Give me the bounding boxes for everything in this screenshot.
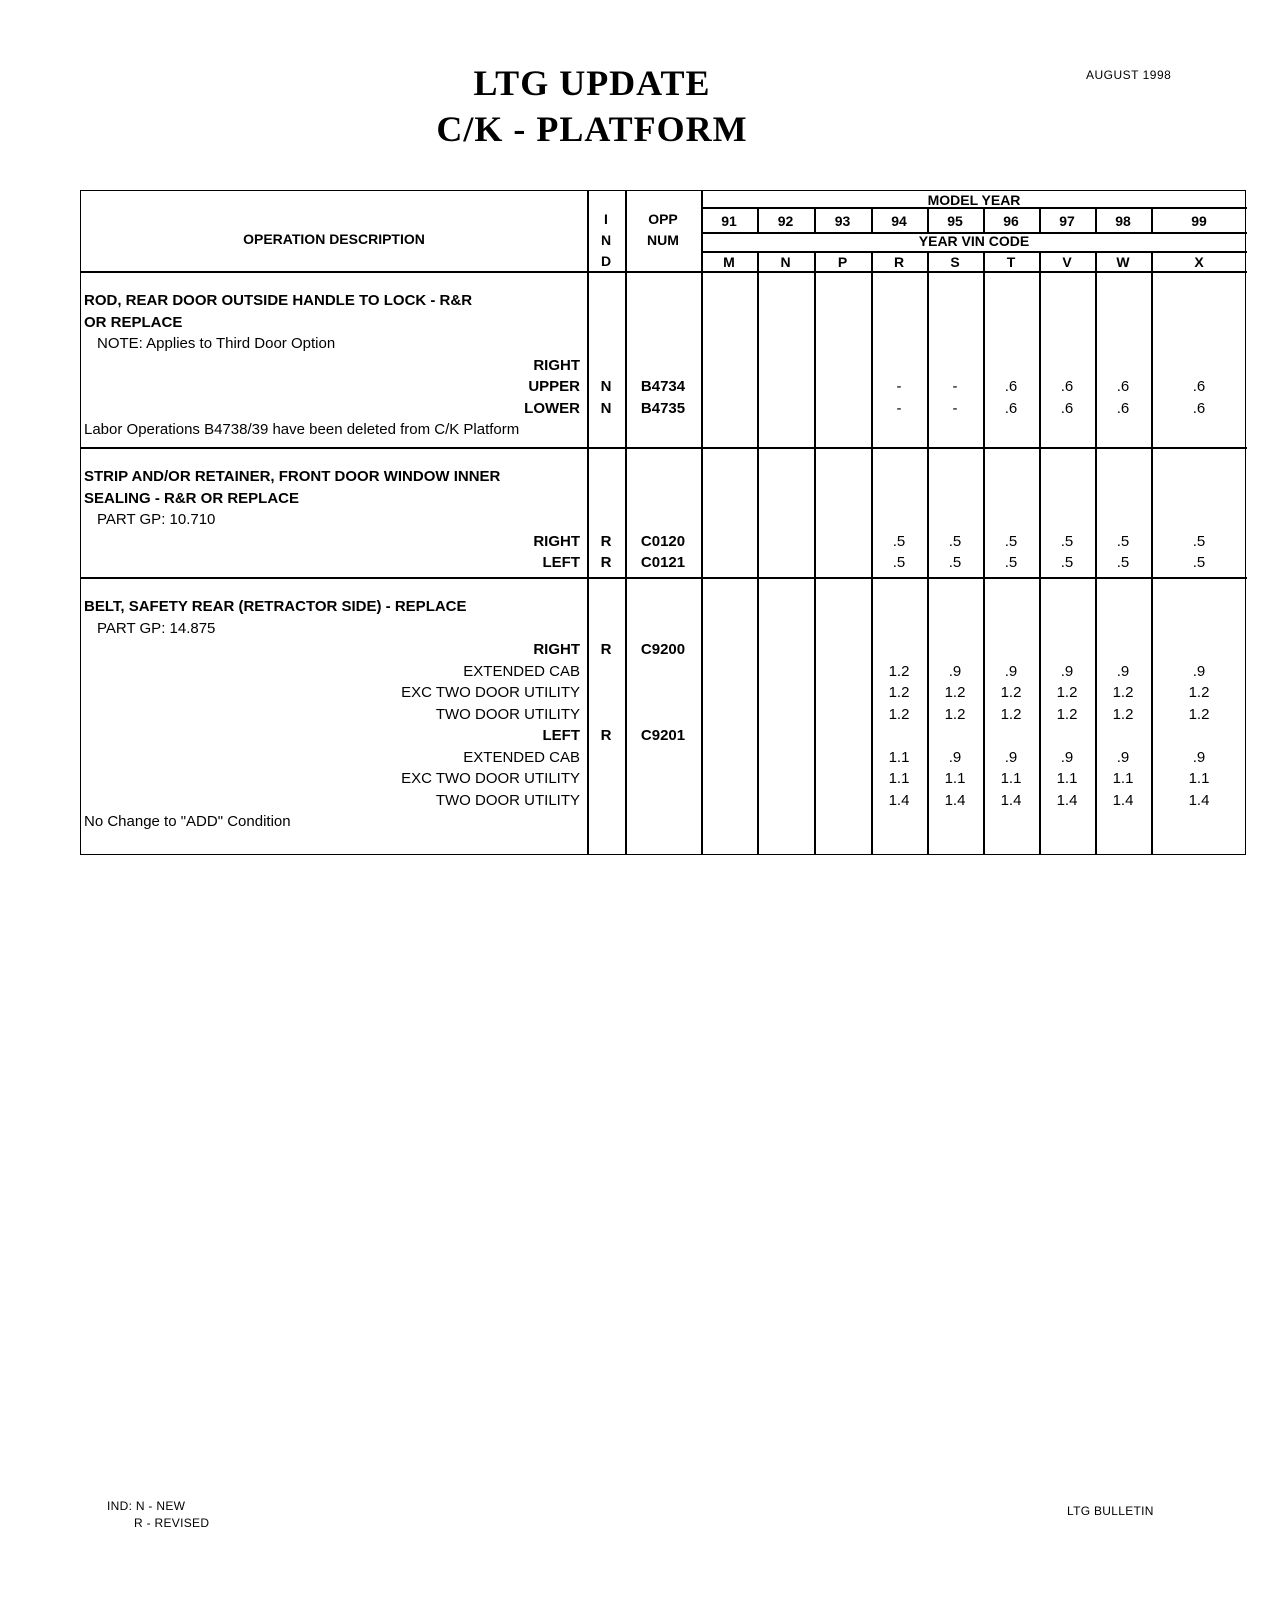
row-value: .5	[948, 532, 962, 550]
section-note: PART GP: 10.710	[97, 511, 216, 528]
ind-header-letter: D	[600, 253, 612, 269]
row-value: 1.2	[1188, 684, 1210, 701]
ind-header-letter: I	[604, 211, 608, 227]
row-value: .5	[892, 532, 906, 550]
section-note: NOTE: Applies to Third Door Option	[97, 335, 336, 352]
row-value: 1.2	[1056, 684, 1078, 701]
row-value: .6	[1116, 399, 1130, 417]
legend-line-2: R - REVISED	[134, 1516, 210, 1530]
row-value: 1.1	[1188, 770, 1210, 787]
hline-vin	[701, 251, 1247, 253]
hline-section-1	[81, 447, 1247, 449]
section-footer-note: No Change to "ADD" Condition	[84, 813, 291, 830]
vin-code-header: M	[723, 254, 735, 270]
row-label: EXC TWO DOOR UTILITY	[401, 770, 580, 787]
hline-section-0	[81, 271, 1247, 273]
row-opp-num: C0121	[640, 554, 686, 571]
row-value: 1.1	[1000, 770, 1022, 787]
row-value: 1.4	[1188, 791, 1210, 809]
row-value: .6	[1004, 378, 1018, 395]
row-opp-num: C9201	[640, 727, 686, 744]
row-value: .5	[1004, 554, 1018, 571]
section-title: STRIP AND/OR RETAINER, FRONT DOOR WINDOW INNER	[84, 468, 501, 485]
row-label: LOWER	[524, 399, 580, 417]
row-value: .9	[948, 662, 962, 680]
row-value: .5	[1116, 554, 1130, 571]
row-value: .9	[1116, 662, 1130, 680]
row-value: .6	[1004, 399, 1018, 417]
row-value: -	[896, 399, 902, 417]
vin-code-header: T	[1006, 254, 1016, 270]
row-value: .6	[1116, 378, 1130, 395]
row-label: LEFT	[542, 727, 580, 744]
row-opp-num: C0120	[640, 532, 686, 550]
row-value: 1.2	[944, 684, 966, 701]
row-value: 1.2	[1056, 705, 1078, 723]
row-ind: R	[600, 532, 612, 550]
page-title-line2: C/K - PLATFORM	[436, 109, 748, 149]
bulletin-label: LTG BULLETIN	[1067, 1504, 1154, 1518]
opp-num-header: OPP	[648, 211, 678, 227]
operation-description-header: OPERATION DESCRIPTION	[243, 231, 425, 247]
row-opp-num: B4735	[640, 399, 686, 417]
vline-col-0	[587, 191, 589, 854]
row-value: .9	[948, 748, 962, 766]
row-value: -	[952, 399, 958, 417]
year-vin-code-header: YEAR VIN CODE	[918, 233, 1030, 249]
row-value: 1.4	[1000, 791, 1022, 809]
row-value: 1.1	[1112, 770, 1134, 787]
row-label: TWO DOOR UTILITY	[435, 705, 580, 723]
row-label: LEFT	[542, 554, 580, 571]
row-value: .5	[1192, 554, 1206, 571]
vline-col-1	[625, 191, 627, 854]
row-value: .5	[1004, 532, 1018, 550]
row-value: .9	[1192, 748, 1206, 766]
year-header: 96	[1003, 213, 1019, 229]
section-title: SEALING - R&R OR REPLACE	[84, 489, 300, 507]
row-value: .5	[1060, 554, 1074, 571]
section-title: BELT, SAFETY REAR (RETRACTOR SIDE) - REPLACE	[84, 598, 467, 615]
year-header: 95	[947, 213, 963, 229]
row-value: .9	[1060, 748, 1074, 766]
year-header: 92	[777, 213, 794, 229]
row-opp-num: B4734	[640, 378, 686, 395]
vin-code-header: X	[1194, 254, 1204, 270]
row-ind: N	[600, 378, 612, 395]
row-value: .5	[1060, 532, 1074, 550]
row-value: 1.2	[1000, 684, 1022, 701]
row-value: .6	[1060, 378, 1074, 395]
vin-code-header: P	[837, 254, 848, 270]
row-value: 1.2	[888, 705, 910, 723]
section-footer-note: Labor Operations B4738/39 have been deleted from C/K Platform	[84, 421, 520, 438]
date-label: AUGUST 1998	[1086, 68, 1172, 82]
row-value: -	[952, 378, 958, 395]
year-header: 97	[1059, 213, 1075, 229]
row-label: EXC TWO DOOR UTILITY	[401, 684, 580, 701]
row-value: .9	[1004, 748, 1018, 766]
row-value: 1.2	[888, 684, 910, 701]
year-header: 93	[834, 213, 851, 229]
section-title: OR REPLACE	[84, 313, 183, 331]
row-label: TWO DOOR UTILITY	[435, 791, 580, 809]
row-value: .9	[1004, 662, 1018, 680]
row-value: .9	[1192, 662, 1206, 680]
row-label: RIGHT	[533, 356, 580, 374]
row-value: 1.4	[888, 791, 910, 809]
ind-header-letter: N	[600, 232, 612, 248]
row-label: RIGHT	[533, 532, 580, 550]
opp-num-header: NUM	[647, 232, 679, 248]
row-value: .6	[1192, 399, 1206, 417]
vin-code-header: W	[1116, 254, 1130, 270]
row-value: 1.4	[1056, 791, 1078, 809]
row-value: .6	[1060, 399, 1074, 417]
row-value: 1.4	[944, 791, 966, 809]
vin-code-header: V	[1062, 254, 1072, 270]
year-header: 91	[721, 213, 737, 229]
row-label: UPPER	[528, 378, 580, 395]
row-value: 1.2	[888, 662, 910, 680]
legend-line-1: IND: N - NEW	[107, 1499, 186, 1513]
year-header: 98	[1115, 213, 1131, 229]
row-value: 1.2	[1112, 684, 1134, 701]
row-value: .9	[1116, 748, 1130, 766]
row-opp-num: C9200	[640, 641, 686, 658]
row-value: -	[896, 378, 902, 395]
row-value: 1.2	[1188, 705, 1210, 723]
row-value: .9	[1060, 662, 1074, 680]
row-ind: N	[600, 399, 612, 417]
row-label: EXTENDED CAB	[463, 662, 580, 680]
row-value: 1.1	[888, 748, 910, 766]
vline-year-1	[814, 252, 816, 854]
row-value: 1.1	[1056, 770, 1078, 787]
row-ind: R	[600, 554, 612, 571]
row-value: 1.1	[888, 770, 910, 787]
section-note: PART GP: 14.875	[97, 619, 216, 637]
section-title: ROD, REAR DOOR OUTSIDE HANDLE TO LOCK - R&R	[84, 292, 473, 309]
row-value: 1.1	[944, 770, 966, 787]
year-header: 99	[1191, 213, 1207, 229]
row-ind: R	[600, 727, 612, 744]
vline-year-0	[757, 252, 759, 854]
vin-code-header: S	[950, 254, 960, 270]
row-value: .5	[1116, 532, 1130, 550]
row-value: 1.2	[1112, 705, 1134, 723]
row-value: 1.2	[1000, 705, 1022, 723]
row-ind: R	[600, 641, 612, 658]
year-header: 94	[891, 213, 907, 229]
row-value: .5	[892, 554, 906, 571]
row-value: 1.4	[1112, 791, 1134, 809]
vline-col-2	[701, 191, 703, 854]
model-year-header: MODEL YEAR	[927, 192, 1021, 208]
page-title-line1: LTG UPDATE	[473, 63, 711, 103]
row-value: .5	[1192, 532, 1206, 550]
row-label: EXTENDED CAB	[463, 748, 580, 766]
labor-time-table	[80, 190, 1246, 855]
row-label: RIGHT	[533, 641, 580, 658]
hline-section-2	[81, 577, 1247, 579]
row-value: 1.2	[944, 705, 966, 723]
row-value: .5	[948, 554, 962, 571]
vin-code-header: N	[780, 254, 791, 270]
vin-code-header: R	[893, 254, 905, 270]
row-value: .6	[1192, 378, 1206, 395]
